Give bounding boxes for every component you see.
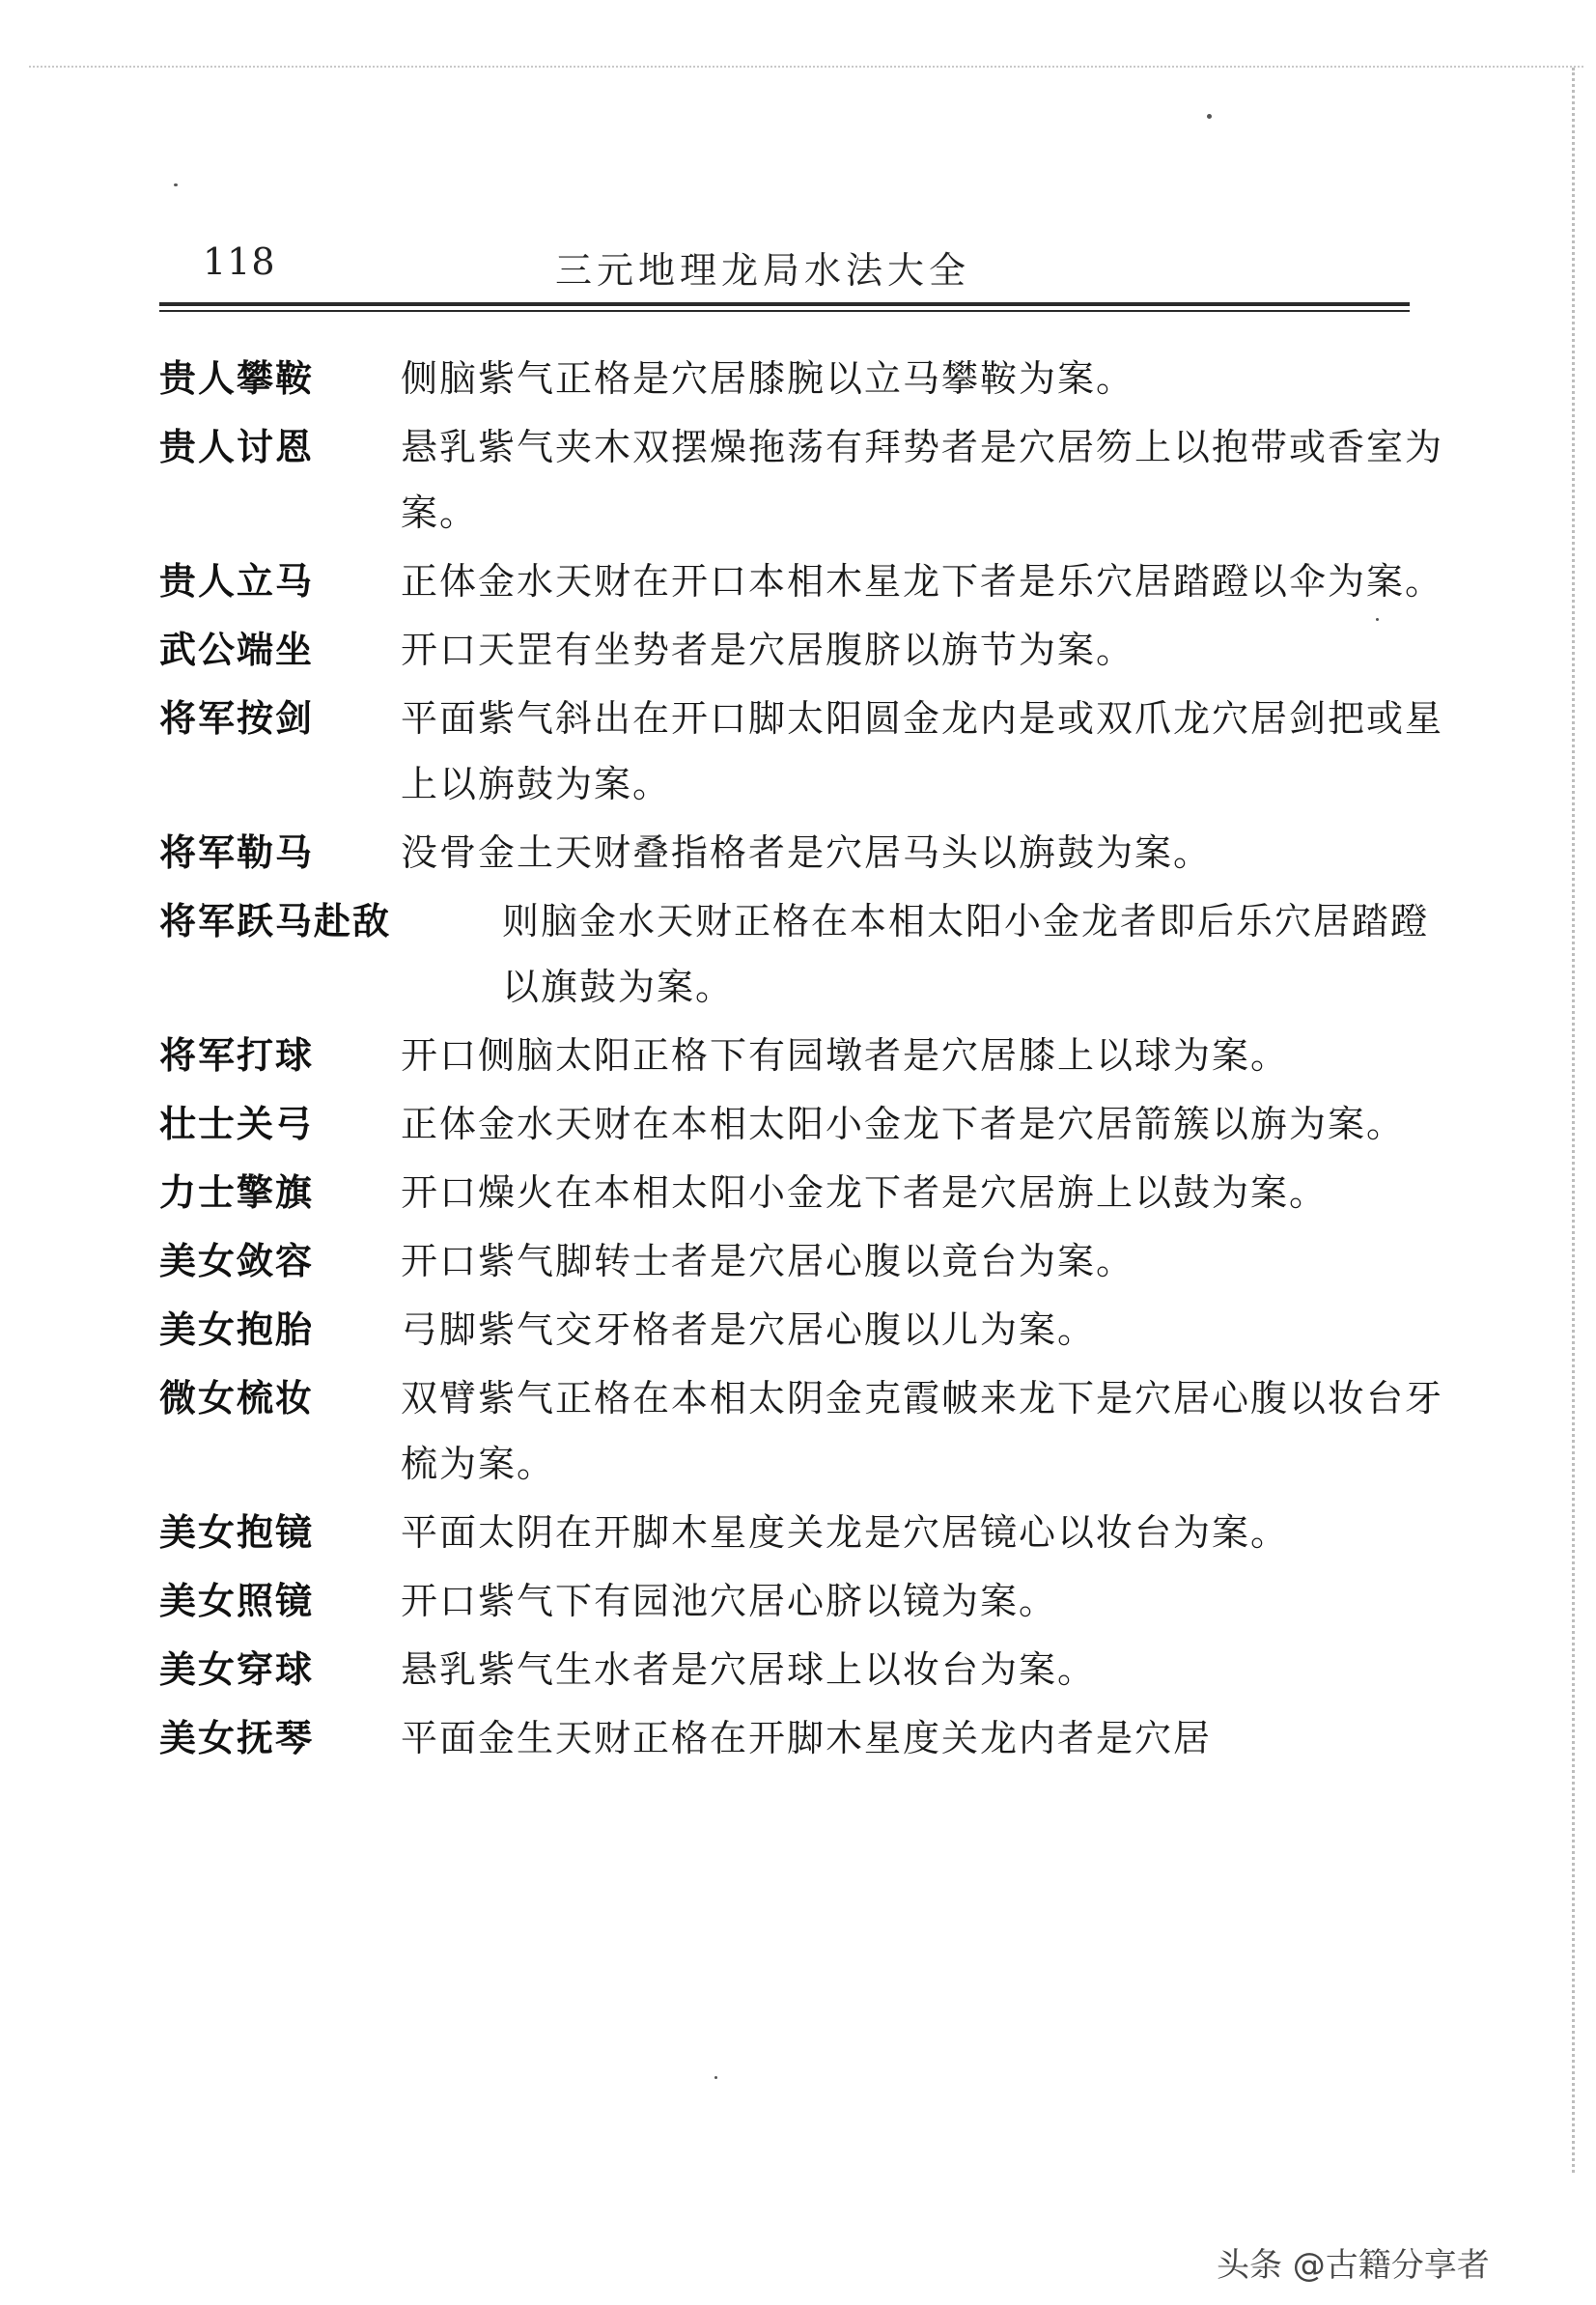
entry-term: 壮士关弓	[159, 1103, 315, 1145]
entry-term: 美女抚琴	[159, 1717, 315, 1759]
entry-term: 微女梳妆	[159, 1377, 315, 1420]
header-rule-thin	[159, 310, 1410, 312]
entry-list	[159, 346, 1443, 1774]
entry	[159, 686, 1443, 817]
scan-speck	[714, 2076, 717, 2079]
entry	[159, 1568, 1443, 1634]
entry-term: 力士擎旗	[159, 1171, 315, 1214]
entry-text: 开口天罡有坐势者是穴居腹脐以旃节为案。	[401, 629, 1135, 671]
entry-text: 开口侧脑太阳正格下有园墩者是穴居膝上以球为案。	[401, 1034, 1290, 1077]
entry-text: 开口紫气脚转士者是穴居心腹以竟台为案。	[401, 1240, 1135, 1282]
entry	[159, 1500, 1443, 1565]
entry	[159, 820, 1443, 885]
entry-term: 美女抱镜	[159, 1511, 315, 1554]
entry	[159, 888, 1443, 1020]
running-title: 三元地理龙局水法大全	[555, 249, 971, 292]
entry-term: 将军按剑	[159, 697, 315, 740]
entry-text: 开口燥火在本相太阳小金龙下者是穴居旃上以鼓为案。	[401, 1171, 1329, 1214]
entry-text: 没骨金土天财叠指格者是穴居马头以旃鼓为案。	[401, 831, 1213, 874]
entry-text: 悬乳紫气生水者是穴居球上以妆台为案。	[401, 1648, 1097, 1691]
scan-speck	[1207, 114, 1212, 119]
entry-term: 将军打球	[159, 1034, 315, 1077]
entry	[159, 548, 1443, 614]
entry	[159, 1228, 1443, 1294]
entry	[159, 617, 1443, 683]
entry-text: 双臂紫气正格在本相太阴金克霞帔来龙下是穴居心腹以妆台牙梳为案。	[401, 1377, 1444, 1485]
entry-text: 平面太阴在开脚木星度关龙是穴居镜心以妆台为案。	[401, 1511, 1290, 1554]
scan-edge-top	[29, 66, 1583, 68]
page-number: 118	[203, 240, 276, 283]
entry	[159, 1023, 1443, 1088]
entry-term: 武公端坐	[159, 629, 315, 671]
entry-term: 贵人立马	[159, 560, 315, 603]
entry-text: 开口紫气下有园池穴居心脐以镜为案。	[401, 1580, 1058, 1622]
entry-text: 正体金水天财在本相太阳小金龙下者是穴居箭簇以旃为案。	[401, 1103, 1406, 1145]
entry	[159, 1091, 1443, 1157]
entry-term: 美女抱胎	[159, 1308, 315, 1351]
entry	[159, 1297, 1443, 1363]
header-rule-thick	[159, 302, 1410, 306]
entry-term: 美女穿球	[159, 1648, 315, 1691]
entry	[159, 1705, 1443, 1771]
entry-term: 美女敛容	[159, 1240, 315, 1282]
entry-text: 悬乳紫气夹木双摆燥拖荡有拜势者是穴居笏上以抱带或香室为案。	[401, 426, 1444, 534]
entry-text: 平面金生天财正格在开脚木星度关龙内者是穴居	[401, 1717, 1213, 1759]
entry-text: 侧脑紫气正格是穴居膝腕以立马攀鞍为案。	[401, 357, 1135, 400]
page-header	[159, 227, 1410, 295]
entry	[159, 414, 1443, 546]
entry-text: 弓脚紫气交牙格者是穴居心腹以儿为案。	[401, 1308, 1097, 1351]
entry-term: 将军跃马赴敌	[159, 900, 392, 942]
scan-speck	[1376, 618, 1379, 621]
entry	[159, 346, 1443, 411]
entry-term: 贵人讨恩	[159, 426, 315, 468]
entry-text: 则脑金水天财正格在本相太阳小金龙者即后乐穴居踏蹬以旗鼓为案。	[502, 900, 1430, 1008]
entry-term: 贵人攀鞍	[159, 357, 315, 400]
scan-edge-right	[1572, 68, 1575, 2173]
entry-term: 将军勒马	[159, 831, 315, 874]
entry	[159, 1365, 1443, 1497]
watermark: 头条 @古籍分享者	[1217, 2246, 1490, 2285]
entry-term: 美女照镜	[159, 1580, 315, 1622]
entry-text: 正体金水天财在开口本相木星龙下者是乐穴居踏蹬以伞为案。	[401, 560, 1444, 603]
entry-text: 平面紫气斜出在开口脚太阳圆金龙内是或双爪龙穴居剑把或星上以旃鼓为案。	[401, 697, 1444, 805]
entry	[159, 1160, 1443, 1225]
entry	[159, 1637, 1443, 1702]
scan-speck	[174, 183, 178, 186]
